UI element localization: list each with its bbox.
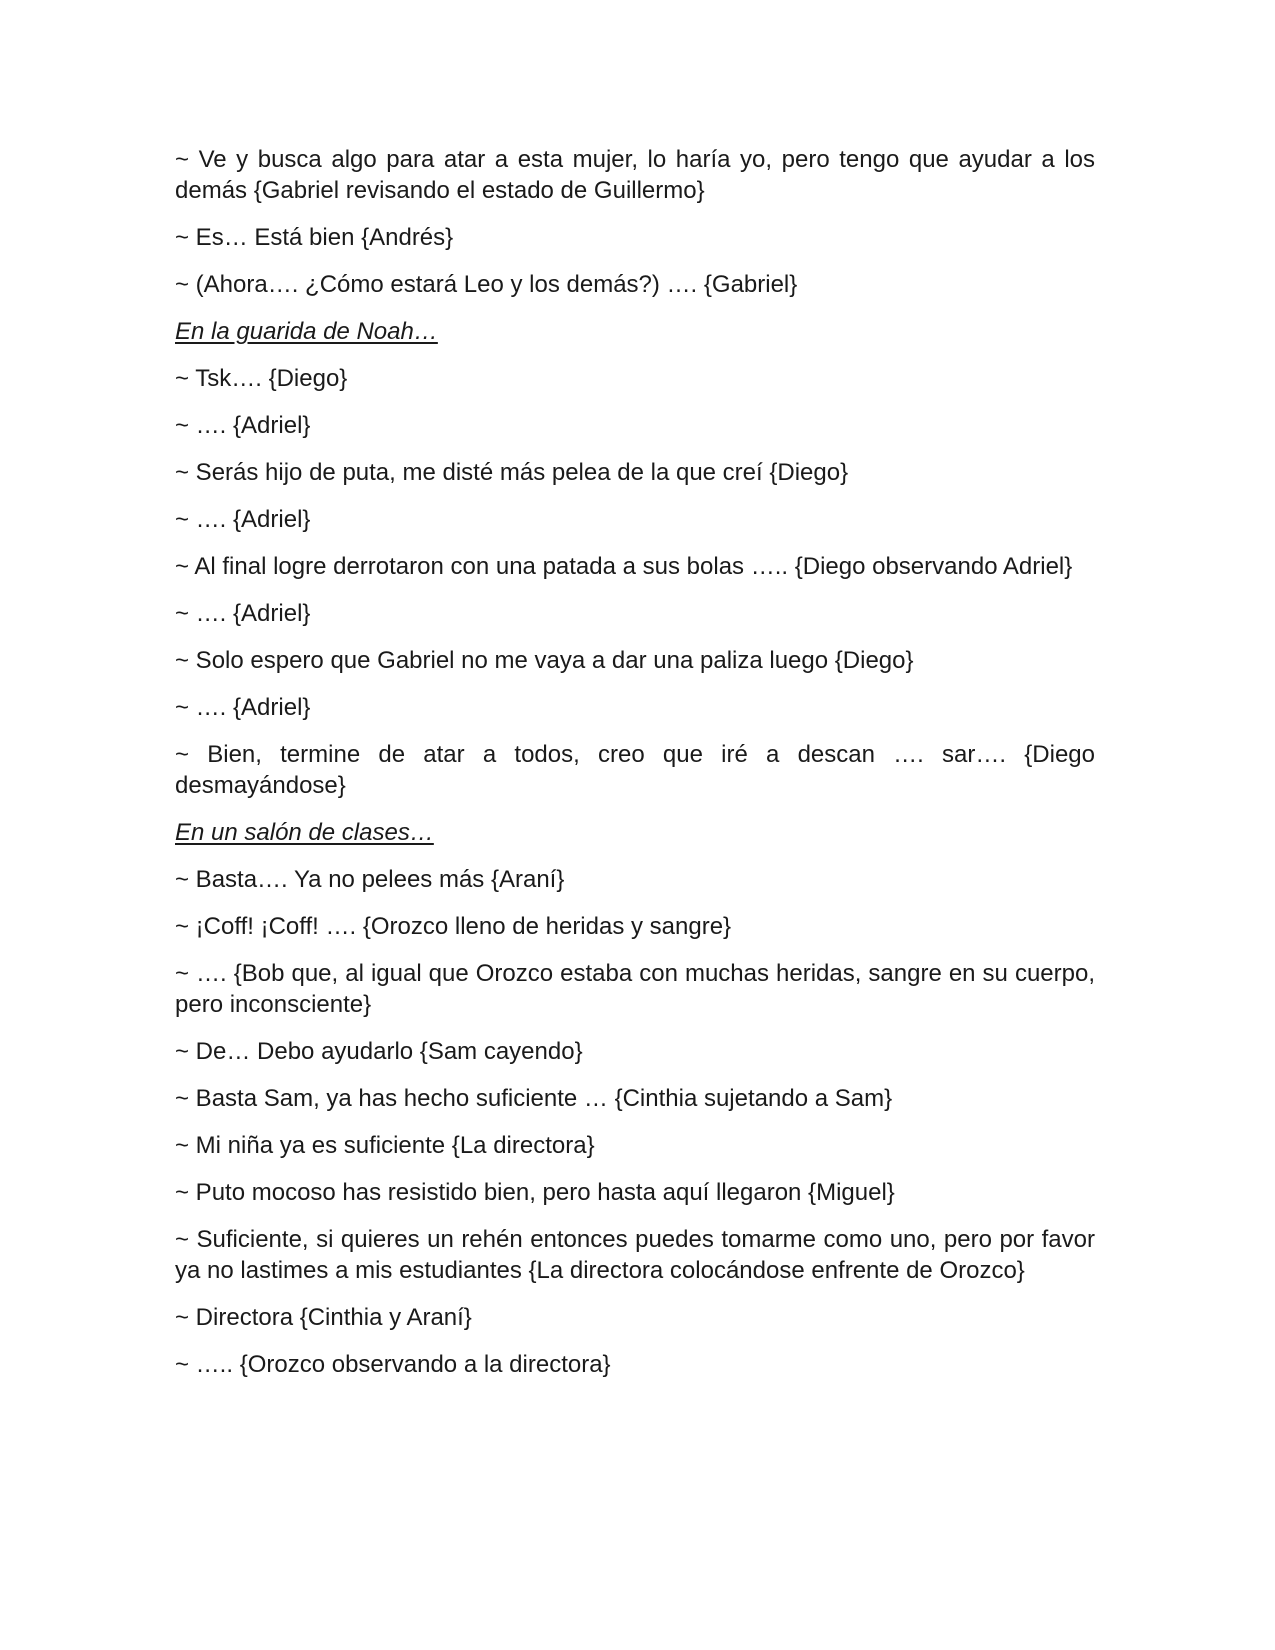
document-page	[175, 144, 1095, 1396]
dialogue-line: ~ Es… Está bien {Andrés}	[175, 224, 454, 251]
dialogue-line: ~ ….. {Orozco observando a la directora}	[175, 1351, 611, 1378]
dialogue-line: ~ …. {Adriel}	[175, 412, 311, 439]
dialogue-line: ~ …. {Adriel}	[175, 600, 311, 627]
dialogue-line: ~ (Ahora…. ¿Cómo estará Leo y los demás?) …. {Gabriel}	[175, 271, 798, 298]
dialogue-line: ~ Bien, termine de atar a todos, creo que iré a descan …. sar…. {Diego desmayándose}	[175, 741, 1095, 799]
dialogue-line: ~ Basta Sam, ya has hecho suficiente … {Cinthia sujetando a Sam}	[175, 1085, 893, 1112]
dialogue-line: ~ ¡Coff! ¡Coff! …. {Orozco lleno de heridas y sangre}	[175, 913, 732, 940]
scene-heading: En la guarida de Noah…	[175, 318, 438, 345]
dialogue-line: ~ Solo espero que Gabriel no me vaya a dar una paliza luego {Diego}	[175, 647, 914, 674]
dialogue-line: ~ …. {Bob que, al igual que Orozco estaba con muchas heridas, sangre en su cuerpo, pero inconsciente}	[175, 960, 1095, 1018]
dialogue-line: ~ Mi niña ya es suficiente {La directora}	[175, 1132, 595, 1159]
dialogue-line: ~ Ve y busca algo para atar a esta mujer, lo haría yo, pero tengo que ayudar a los demás {Gabriel revisando el estado de Guillermo}	[175, 146, 1095, 204]
dialogue-line: ~ Al final logre derrotaron con una patada a sus bolas ….. {Diego observando Adriel}	[175, 553, 1073, 580]
dialogue-line: ~ Puto mocoso has resistido bien, pero hasta aquí llegaron {Miguel}	[175, 1179, 895, 1206]
dialogue-line: ~ De… Debo ayudarlo {Sam cayendo}	[175, 1038, 583, 1065]
dialogue-line: ~ Suficiente, si quieres un rehén entonces puedes tomarme como uno, pero por favor ya no lastimes a mis estudiantes {La directora colocándose enfrente de Orozco}	[175, 1226, 1095, 1284]
dialogue-line: ~ Tsk…. {Diego}	[175, 365, 348, 392]
dialogue-line: ~ Basta…. Ya no pelees más {Araní}	[175, 866, 565, 893]
dialogue-line: ~ …. {Adriel}	[175, 694, 311, 721]
scene-heading: En un salón de clases…	[175, 819, 434, 846]
dialogue-line: ~ …. {Adriel}	[175, 506, 311, 533]
dialogue-line: ~ Serás hijo de puta, me disté más pelea de la que creí {Diego}	[175, 459, 849, 486]
dialogue-line: ~ Directora {Cinthia y Araní}	[175, 1304, 472, 1331]
